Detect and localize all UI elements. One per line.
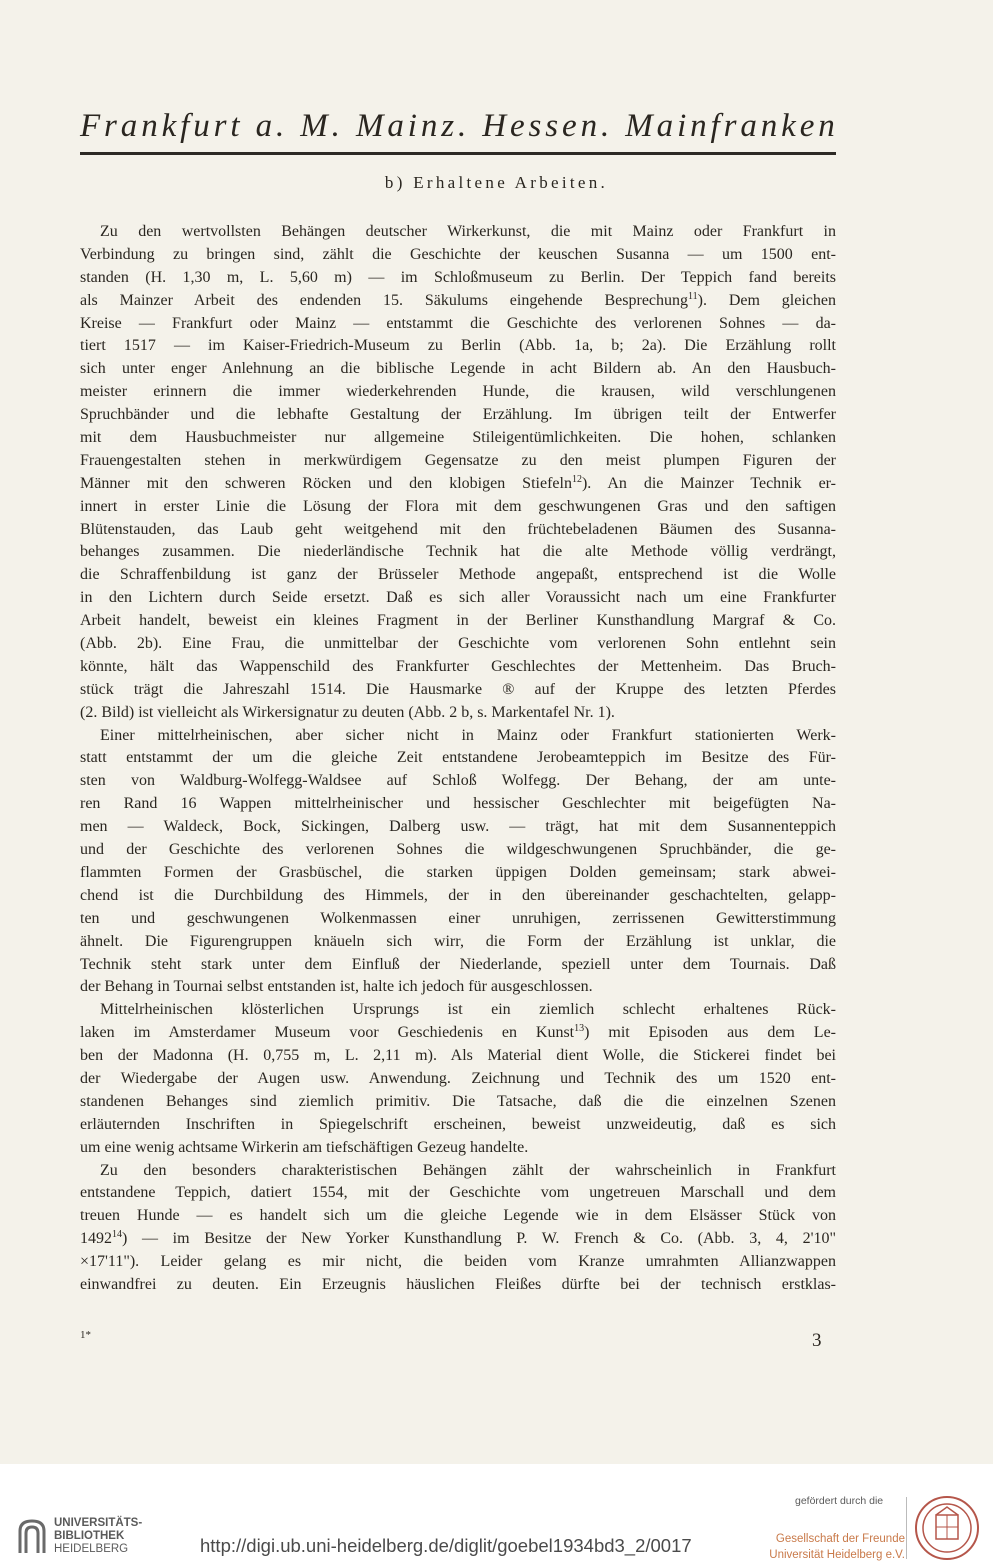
text-line [80,885,836,908]
text-run: um eine wenig achtsame Wirkerin am tiefschäftigen Gezeug handelte. [80,1138,529,1156]
sponsor-name-line: Universität Heidelberg e.V. [769,1549,905,1561]
text-run: Kreise — Frankfurt oder Mainz — entstammt die Geschichte des verlorenen Sohnes — da- [80,314,836,332]
text-run: tiert 1517 — im Kaiser-Friedrich-Museum zu Berlin (Abb. 1a, b; 2a). Die Erzählung rollt [80,337,836,355]
text-line [80,1091,836,1114]
text-line [80,1228,836,1251]
text-run: ) — im Besitze der New Yorker Kunsthandlung P. W. French & Co. (Abb. 3, 4, 2'10" [122,1230,836,1248]
text-line [80,450,836,473]
text-run: (2. Bild) ist vielleicht als Wirkersignatur zu deuten (Abb. 2 b, s. Markentafel Nr. 1). [80,703,615,721]
text-run: Frauengestalten stehen in merkwürdigem Gegensatze zu den meist plumpen Figuren der [80,451,836,469]
text-run: standenen Behanges sind ziemlich primitiv. Die Tatsache, daß die die einzelnen Szenen [80,1092,836,1110]
text-run: Männer mit den schweren Röcken und den klobigen Stiefeln [80,474,572,492]
text-run: 1492 [80,1230,112,1248]
page-number: 3 [812,1330,822,1351]
text-line [80,427,836,450]
library-name-line: UNIVERSITÄTS- [54,1517,143,1529]
text-run: men — Waldeck, Bock, Sickingen, Dalberg usw. — trägt, hat mit dem Susannenteppich [80,818,836,836]
text-line [80,358,836,381]
text-run: entstandene Teppich, datiert 1554, mit der Geschichte vom ungetreuen Marschall und dem [80,1184,836,1202]
footnote-ref: 13 [574,1023,585,1035]
text-line [80,313,836,336]
text-run: ). An die Mainzer Technik er- [581,474,837,492]
text-run: Mittelrheinischen klösterlichen Ursprungs ist ein ziemlich schlecht erhaltenes Rück- [100,1001,836,1019]
section-heading: b) Erhaltene Arbeiten. [384,173,609,192]
text-run: Arbeit handelt, beweist ein kleines Fragment in der Berliner Kunsthandlung Margraf & Co. [80,612,836,630]
signature-mark: 1* [80,1329,91,1341]
text-run: (Abb. 2b). Eine Frau, die unmittelbar der Geschichte vom verlorenen Sohn entlehnt sein [80,635,836,653]
text-line [80,725,836,748]
digitization-footer [0,1487,993,1568]
text-run: ) mit Episoden aus dem Le- [584,1024,836,1042]
text-line [80,1274,836,1297]
text-run: sten von Waldburg-Wolfegg-Waldsee auf Schloß Wolfegg. Der Behang, der am unte- [80,772,836,790]
text-run: Blütenstauden, das Laub geht weitgehend mit den früchtebeladenen Bäumen des Susanna- [80,520,836,538]
text-run: und der Geschichte des verlorenen Sohnes die wildgeschwungenen Spruchbänder, die ge- [80,841,836,859]
text-line [80,1182,836,1205]
library-name [54,1517,142,1556]
text-line [80,221,836,244]
text-run: Verbindung zu bringen sind, zählt die Geschichte der keuschen Susanna — um 1500 ent- [80,245,836,263]
text-line [80,541,836,564]
text-line [80,404,836,427]
library-logo-icon [16,1517,48,1557]
body-text [80,221,836,1297]
footnote-ref: 12 [571,473,582,485]
text-line [80,976,836,999]
library-name-line: HEIDELBERG [54,1543,129,1555]
text-line [80,702,836,725]
text-line [80,999,836,1022]
text-line [80,1045,836,1068]
text-line [80,954,836,977]
text-line [80,931,836,954]
text-run: ×17'11"). Leider gelang es mir nicht, die beiden vom Kranze umrahmten Allianzwappen [80,1253,836,1271]
text-line [80,519,836,542]
text-line [80,1205,836,1228]
text-run: einwandfrei zu deuten. Ein Erzeugnis häuslichen Fleißes dürfte bei der technisch erstklas- [80,1275,836,1293]
text-run: laken im Amsterdamer Museum voor Geschiedenis en Kunst [80,1024,575,1042]
sponsor-name-line: Gesellschaft der Freunde [775,1533,905,1545]
text-line [80,244,836,267]
text-run: meister erinnern die immer wiederkehrenden Hunde, die krausen, wild verschlungenen [80,383,836,401]
text-line [80,816,836,839]
library-name-line: BIBLIOTHEK [54,1530,125,1542]
footnote-ref: 14 [112,1229,122,1241]
text-line [80,473,836,496]
text-line [80,747,836,770]
text-run: als Mainzer Arbeit des endenden 15. Säkulums eingehende Besprechung [80,291,689,309]
sponsor-lead-text: gefördert durch die [795,1495,884,1507]
text-run: treuen Hunde — es handelt sich um die gleiche Legende wie in dem Elsässer Stück von [80,1207,836,1225]
text-line [80,587,836,610]
text-line [80,839,836,862]
sponsor-name [755,1531,905,1563]
text-line [80,793,836,816]
text-line [80,656,836,679]
text-run: Zu den besonders charakteristischen Behängen zählt der wahrscheinlich in Frankfurt [100,1161,836,1179]
text-run: ). Dem gleichen [697,291,837,309]
text-line [80,1114,836,1137]
text-run: chend ist die Durchbildung des Himmels, der in den übereinander geschachtelten, gelapp- [80,886,836,904]
university-seal-icon [914,1495,980,1561]
text-line [80,381,836,404]
text-run: standen (H. 1,30 m, L. 5,60 m) — im Schloßmuseum zu Berlin. Der Teppich fand bereits [80,268,836,286]
header-rule [80,152,836,155]
text-run: Technik steht stark unter dem Einfluß der Niederlande, speziell unter dem Tournais. Daß [80,955,836,973]
text-run: behanges zusammen. Die niederländische Technik hat die alte Methode völlig verdrängt, [80,543,836,561]
text-line [80,1251,836,1274]
text-run: Spruchbänder und die lebhafte Gestaltung der Erzählung. Im übrigen teilt der Entwerfer [80,406,836,424]
text-run: Zu den wertvollsten Behängen deutscher Wirkerkunst, die mit Mainz oder Frankfurt in [100,223,836,240]
text-line [80,290,836,313]
text-run: stück trägt die Jahreszahl 1514. Die Hausmarke ® auf der Kruppe des letzten Pferdes [80,680,836,698]
text-run: der Wiedergabe der Augen usw. Anwendung. Zeichnung und Technik des um 1520 ent- [80,1069,836,1087]
text-line [80,610,836,633]
text-run: ähnelt. Die Figurengruppen knäueln sich wirr, die Form der Erzählung ist unklar, die [80,932,836,950]
text-line [80,335,836,358]
text-line [80,1068,836,1091]
text-line [80,1022,836,1045]
footer-divider [906,1497,907,1559]
text-run: ren Rand 16 Wappen mittelrheinischer und hessischer Geschlechter mit beigefügten Na- [80,795,836,813]
text-run: Einer mittelrheinischen, aber sicher nicht in Mainz oder Frankfurt stationierten Werk- [100,726,836,744]
text-line [80,496,836,519]
permalink-url[interactable]: http://digi.ub.uni-heidelberg.de/diglit/goebel1934bd3_2/0017 [200,1535,692,1556]
text-run: die Schraffenbildung ist ganz der Brüsseler Methode angepaßt, entsprechend ist die Wolle [80,566,836,584]
text-run: in den Lichtern durch Seide ersetzt. Daß es sich aller Voraussicht nach um eine Frankfurter [80,589,836,607]
text-run: ten und geschwungenen Wolkenmassen einer unruhigen, zerrissenen Gewitterstimmung [80,909,836,927]
text-line [80,1160,836,1183]
text-line [80,770,836,793]
text-line [80,862,836,885]
running-header-title: Frankfurt a. M. Mainz. Hessen. Mainfranken [80,108,839,144]
text-run: innert in erster Linie die Lösung der Flora mit dem geschwungenen Gras und den saftigen [80,497,836,515]
text-run: flammten Formen der Grasbüschel, die starken üppigen Dolden gemeinsam; stark abwei- [80,863,836,881]
text-line [80,633,836,656]
text-run: ben der Madonna (H. 0,755 m, L. 2,11 m). Als Material dient Wolle, die Stickerei findet bei [80,1047,836,1065]
text-run: sich unter enger Anlehnung an die biblische Legende in acht Bildern ab. An den Hausbuch- [80,360,836,378]
text-line [80,267,836,290]
footnote-ref: 11 [688,290,698,302]
text-run: mit dem Hausbuchmeister nur allgemeine Stileigentümlichkeiten. Die hohen, schlanken [80,429,836,447]
text-line [80,1137,836,1160]
text-line [80,564,836,587]
text-line [80,679,836,702]
text-run: der Behang in Tournai selbst entstanden ist, halte ich jedoch für ausgeschlossen. [80,978,593,996]
text-run: könnte, hält das Wappenschild des Frankfurter Geschlechtes der Mettenheim. Das Bruch- [80,657,836,675]
text-run: erläuternden Inschriften in Spiegelschrift erscheinen, beweist unzweideutig, daß es sich [80,1115,836,1133]
text-run: statt entstammt der um die gleiche Zeit entstandene Jerobeamteppich im Besitze des Für- [80,749,836,767]
text-line [80,908,836,931]
